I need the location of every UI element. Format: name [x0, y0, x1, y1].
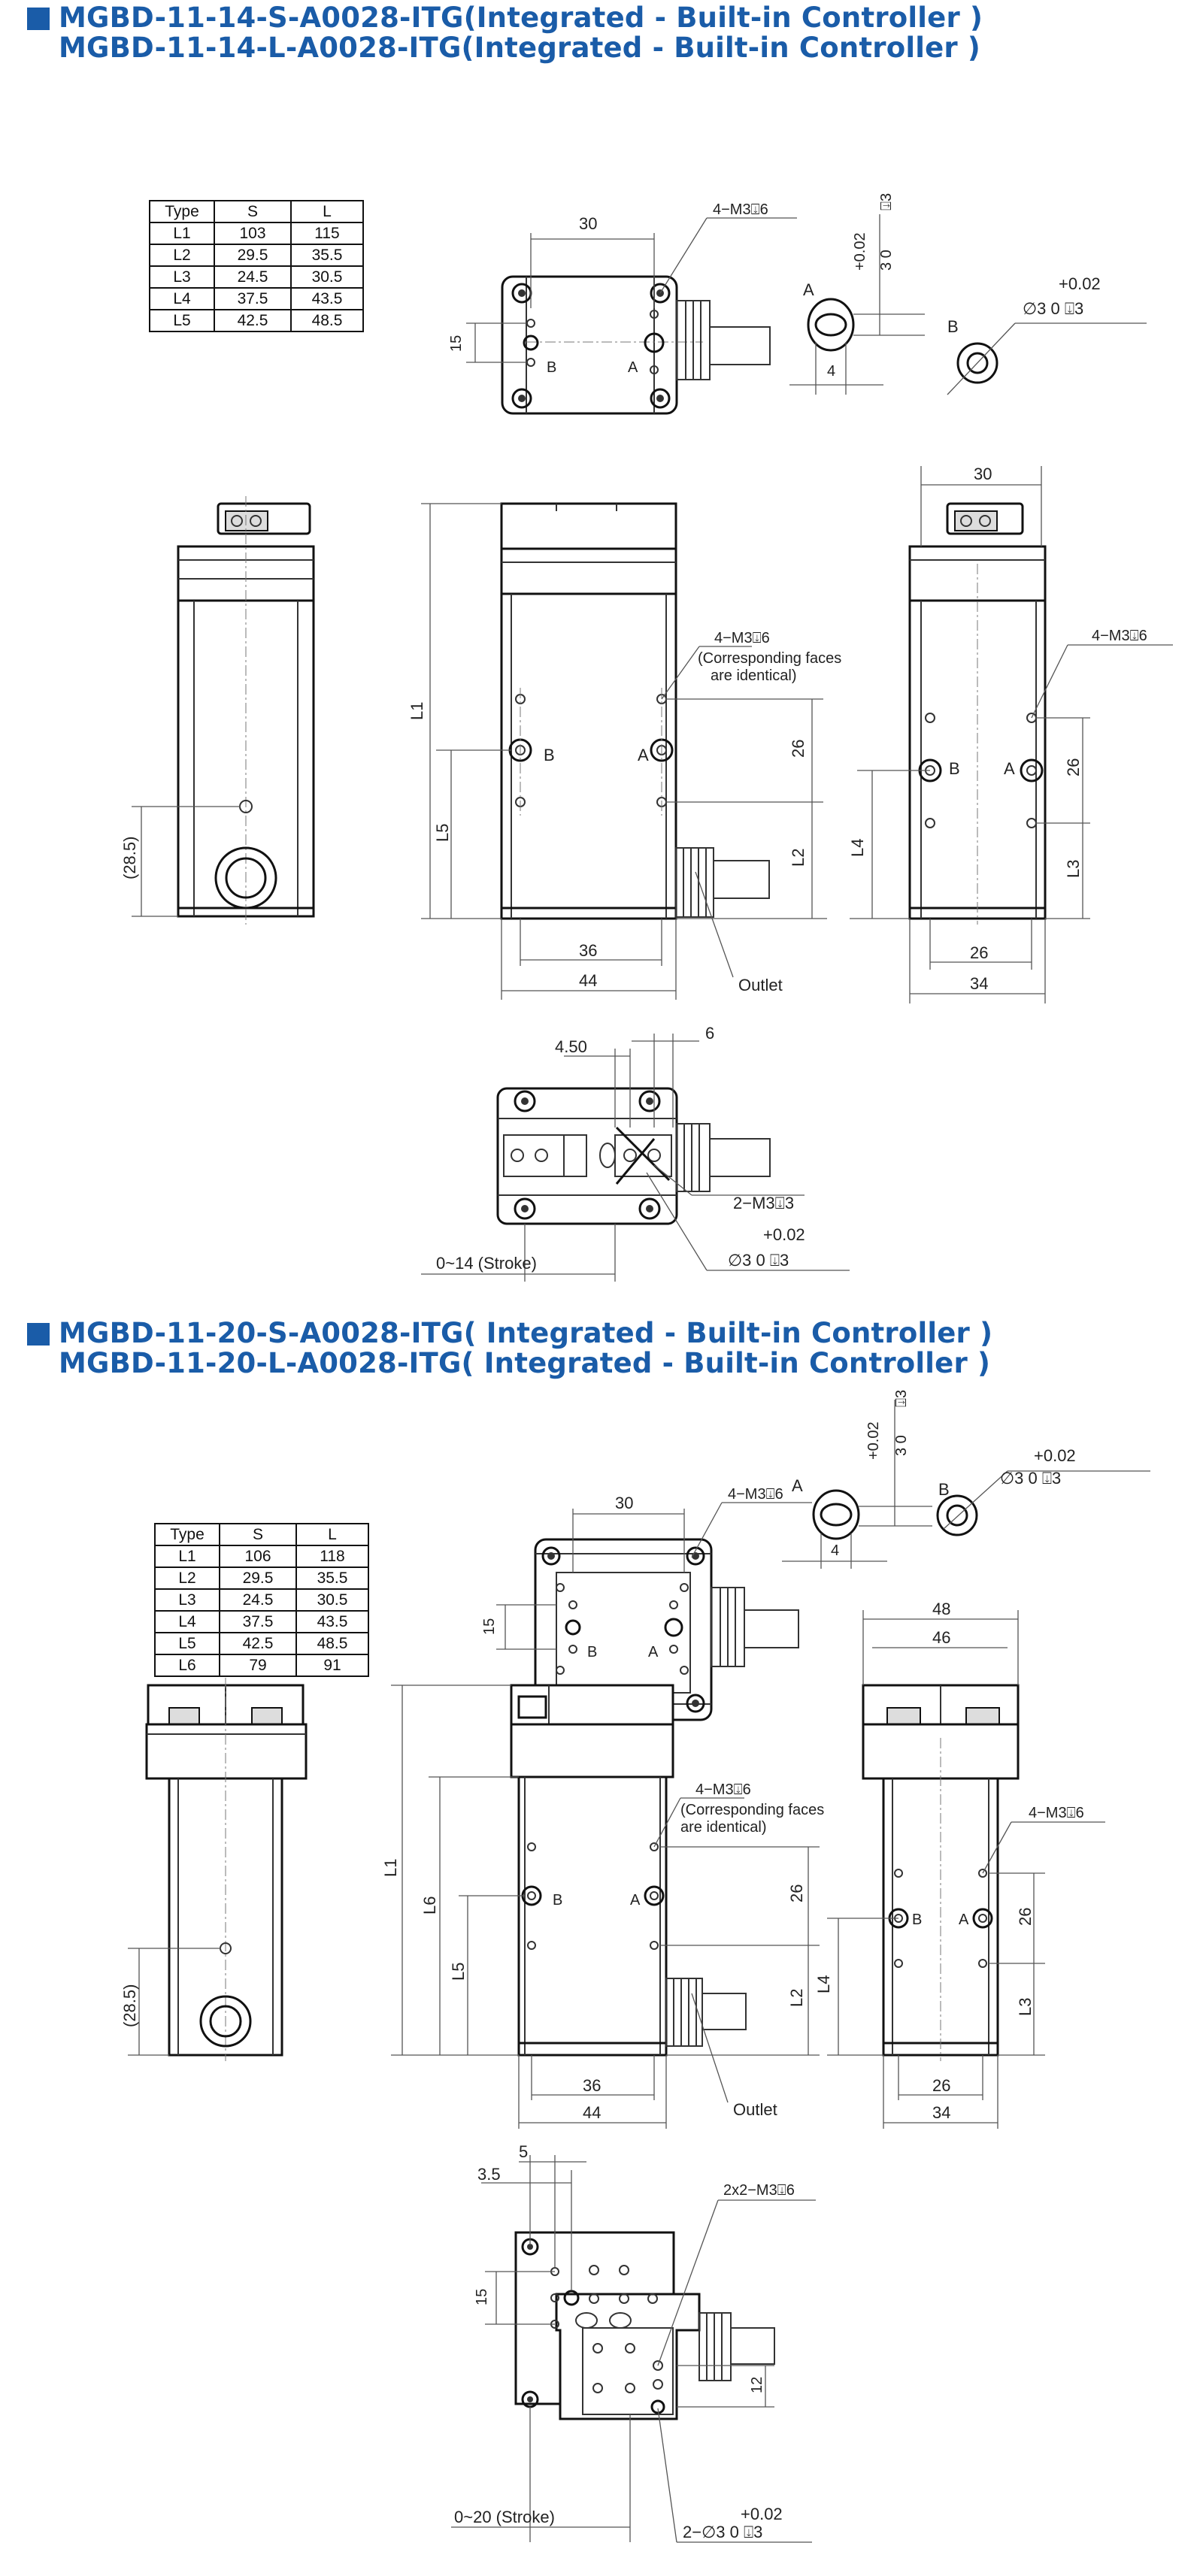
dim-26: 26	[789, 739, 808, 758]
table-cell: 48.5	[291, 310, 363, 331]
top-view	[448, 201, 797, 413]
table-cell: 118	[296, 1545, 368, 1567]
tap-label-bottom: 2−M3⍗3	[733, 1194, 795, 1212]
table-cell: 91	[296, 1654, 368, 1676]
detail-a	[789, 193, 925, 395]
dim-6: 6	[705, 1024, 715, 1043]
tol-plus: +0.02	[763, 1225, 805, 1244]
table-cell: 103	[214, 222, 291, 244]
table-cell: 79	[220, 1654, 296, 1676]
stroke-label: 0~14 (Stroke)	[436, 1254, 537, 1273]
tap-label-side: 4−M3⍗6	[1029, 1805, 1084, 1821]
section-mgbd-11-20	[0, 1317, 1203, 2576]
dia-spec: ∅3 0 ⍗3	[1023, 299, 1084, 318]
dim-26: 26	[1016, 1907, 1035, 1926]
table-cell: L4	[150, 288, 214, 310]
dim-l2: L2	[787, 1988, 806, 2007]
table-cell: L5	[155, 1633, 220, 1654]
dim-36: 36	[579, 941, 598, 960]
dim-l2: L2	[789, 848, 808, 867]
label-b: B	[947, 317, 959, 336]
dim-15: 15	[474, 2288, 490, 2305]
table-cell: 42.5	[220, 1633, 296, 1654]
label-a: A	[648, 1644, 659, 1660]
label-b: B	[949, 759, 960, 778]
dim-36: 36	[583, 2076, 602, 2095]
dim-26: 26	[1064, 758, 1083, 776]
table-header: Type	[155, 1524, 220, 1545]
table-cell: L1	[150, 222, 214, 244]
tol-plus: +0.02	[1059, 274, 1101, 293]
dim-l4: L4	[848, 838, 867, 857]
label-b: B	[553, 1892, 563, 1909]
dim-15: 15	[481, 1618, 498, 1635]
dim-28-5: (28.5)	[120, 836, 139, 879]
dim-26: 26	[787, 1884, 806, 1902]
note-line-1: (Corresponding faces	[698, 650, 842, 667]
table-cell: L5	[150, 310, 214, 331]
detail-b	[938, 1446, 1150, 1535]
dim-12: 12	[749, 2376, 765, 2393]
dim-l1: L1	[381, 1858, 400, 1877]
label-b: B	[912, 1912, 923, 1928]
label-b: B	[938, 1480, 950, 1499]
heading-line-2: MGBD-11-20-L-A0028-ITG( Integrated - Built-in Controller )	[59, 1347, 991, 1379]
table-header: Type	[150, 201, 214, 222]
dim-34: 34	[932, 2103, 951, 2122]
dim-46: 46	[932, 1628, 951, 1647]
dim-l3: L3	[1016, 1997, 1035, 2016]
dim-3-5: 3.5	[477, 2165, 501, 2184]
tap-dia-label: 2−∅3 0 ⍗3	[683, 2523, 763, 2541]
tol-plus: +0.02	[1034, 1446, 1076, 1465]
label-a: A	[959, 1912, 969, 1928]
dim-34: 34	[970, 974, 989, 993]
label-a: A	[1004, 759, 1015, 778]
dim-l6: L6	[420, 1896, 439, 1915]
label-a: A	[803, 280, 814, 299]
tap-label-front: 4−M3⍗6	[695, 1781, 751, 1798]
table-cell: 24.5	[214, 266, 291, 288]
detail-b	[947, 274, 1147, 395]
table-cell: L3	[155, 1589, 220, 1611]
table-cell: 29.5	[220, 1567, 296, 1589]
dim-44: 44	[579, 971, 598, 990]
table-cell: L2	[150, 244, 214, 266]
tol-depth: ⍗3	[893, 1389, 910, 1407]
table-cell: 30.5	[291, 266, 363, 288]
dim-15: 15	[448, 334, 465, 352]
front-view	[408, 504, 841, 1000]
tol-depth: ⍗3	[878, 192, 895, 210]
outlet-label: Outlet	[733, 2100, 777, 2119]
dim-l3: L3	[1064, 859, 1083, 878]
table-cell: 29.5	[214, 244, 291, 266]
table-cell: 37.5	[214, 288, 291, 310]
stroke-label: 0~20 (Stroke)	[454, 2508, 555, 2526]
note-line-2: are identical)	[711, 667, 797, 684]
heading-line-1: MGBD-11-14-S-A0028-ITG(Integrated - Built-in Controller )	[59, 2, 983, 34]
dim-4: 4	[827, 363, 836, 380]
dia-spec: ∅3 0 ⍗3	[728, 1251, 789, 1270]
dia-spec: ∅3 0 ⍗3	[1000, 1469, 1062, 1488]
dim-l4: L4	[814, 1975, 833, 1993]
table-header: S	[214, 201, 291, 222]
dim-5: 5	[519, 2142, 529, 2161]
right-side-view	[848, 465, 1173, 1003]
table-cell: 106	[220, 1545, 296, 1567]
label-b: B	[547, 359, 557, 376]
dim-30: 30	[974, 465, 992, 483]
table-cell: 115	[291, 222, 363, 244]
dim-l5: L5	[449, 1962, 468, 1981]
table-cell: 43.5	[291, 288, 363, 310]
left-side-view	[120, 496, 314, 925]
bottom-view	[451, 2142, 816, 2542]
label-a: A	[630, 1892, 641, 1909]
table-cell: L1	[155, 1545, 220, 1567]
tap-label-top: 4−M3⍗6	[728, 1486, 783, 1503]
table-cell: 30.5	[296, 1589, 368, 1611]
dim-l1: L1	[408, 701, 426, 720]
label-a: A	[792, 1476, 803, 1495]
note-line-1: (Corresponding faces	[680, 1802, 825, 1818]
label-b: B	[544, 746, 555, 764]
table-header: L	[291, 201, 363, 222]
note-line-2: are identical)	[680, 1819, 767, 1836]
table-cell: L2	[155, 1567, 220, 1589]
bottom-view	[421, 1024, 850, 1282]
dim-30: 30	[579, 214, 598, 233]
dim-30: 30	[615, 1494, 634, 1512]
table-cell: 35.5	[296, 1567, 368, 1589]
tol-3-0: 3 0	[878, 250, 895, 271]
tap-label-front: 4−M3⍗6	[714, 630, 770, 646]
tol-plus: +0.02	[852, 232, 868, 271]
tap-label-bottom: 2x2−M3⍗6	[723, 2182, 795, 2199]
dim-28-5: (28.5)	[120, 1984, 139, 2027]
dim-4-50: 4.50	[555, 1037, 587, 1056]
right-side-view	[814, 1600, 1105, 2129]
table-cell: 24.5	[220, 1589, 296, 1611]
label-a: A	[638, 746, 649, 764]
table-header: S	[220, 1524, 296, 1545]
tol-plus: +0.02	[741, 2505, 783, 2523]
table-cell: 43.5	[296, 1611, 368, 1633]
dim-48: 48	[932, 1600, 951, 1618]
label-a: A	[628, 359, 638, 376]
outlet-label: Outlet	[738, 976, 783, 994]
table-cell: L4	[155, 1611, 220, 1633]
tap-label-top: 4−M3⍗6	[713, 201, 768, 218]
heading-line-2: MGBD-11-14-L-A0028-ITG(Integrated - Built-in Controller )	[59, 32, 981, 64]
detail-a	[782, 1390, 932, 1569]
left-side-view	[120, 1678, 306, 2061]
table-cell: 42.5	[214, 310, 291, 331]
table-cell: 37.5	[220, 1611, 296, 1633]
label-b: B	[587, 1644, 598, 1660]
technical-drawing-2	[0, 1317, 1203, 2576]
dim-4: 4	[831, 1542, 840, 1559]
dim-44: 44	[583, 2103, 602, 2122]
heading-line-1: MGBD-11-20-S-A0028-ITG( Integrated - Built-in Controller )	[59, 1317, 993, 1349]
tol-3-0: 3 0	[893, 1435, 910, 1456]
table-cell: L3	[150, 266, 214, 288]
dim-l5: L5	[433, 823, 452, 842]
table-cell: L6	[155, 1654, 220, 1676]
dim-26: 26	[970, 943, 989, 962]
front-view	[381, 1685, 824, 2129]
table-cell: 48.5	[296, 1633, 368, 1654]
tol-plus: +0.02	[865, 1421, 882, 1460]
tap-label-side: 4−M3⍗6	[1092, 628, 1147, 644]
table-header: L	[296, 1524, 368, 1545]
dim-26: 26	[932, 2076, 951, 2095]
table-cell: 35.5	[291, 244, 363, 266]
